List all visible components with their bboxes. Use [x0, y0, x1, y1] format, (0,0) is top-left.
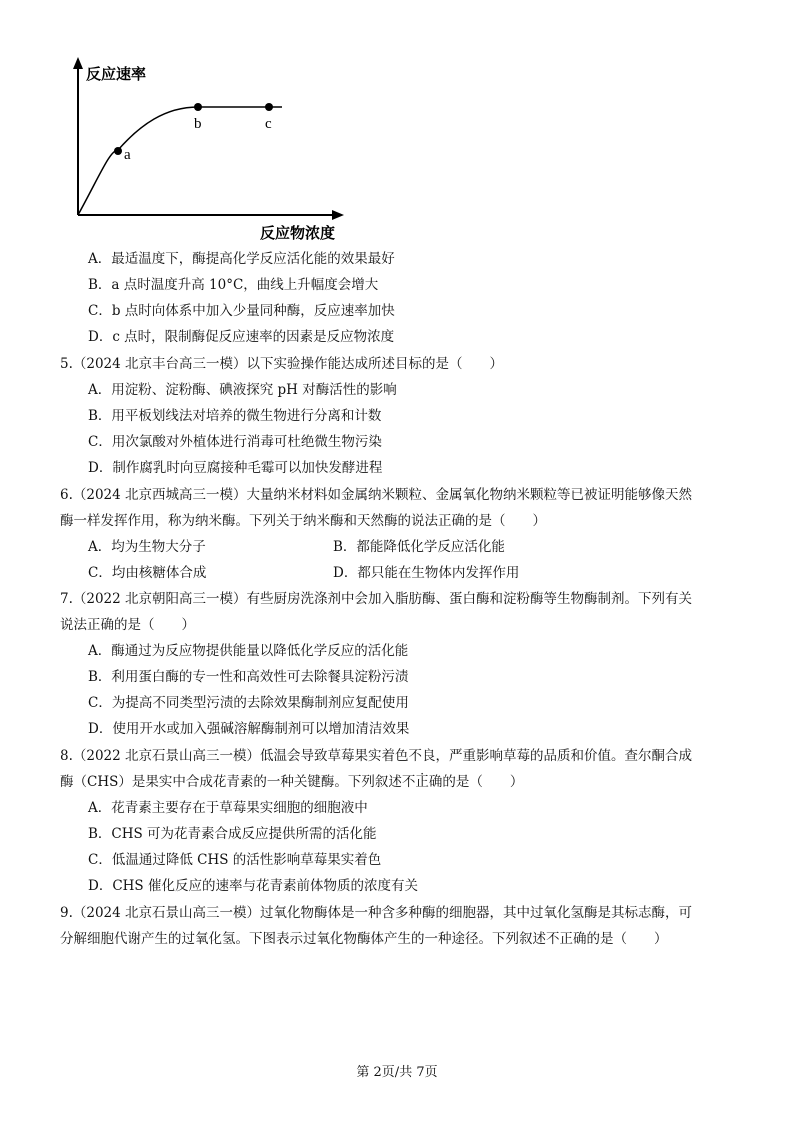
q5-option-a: A．用淀粉、淀粉酶、碘液探究 pH 对酶活性的影响 — [88, 382, 397, 398]
q9-stem-line2: 分解细胞代谢产生的过氧化氢。下图表示过氧化物酶体产生的一种途径。下列叙述不正确的是（ ） — [60, 931, 668, 947]
q5-option-c: C．用次氯酸对外植体进行消毒可杜绝微生物污染 — [88, 434, 382, 450]
point-b-label: b — [194, 116, 202, 132]
q7-stem-line1: 7.（2022 北京朝阳高三一模）有些厨房洗涤剂中会加入脂肪酶、蛋白酶和淀粉酶等生物酶制剂。下列有关 — [60, 591, 693, 607]
q8-stem-line2-pre: 酶（CHS）是果实中合成花青素的一种关键酶。下列叙述 — [60, 774, 402, 790]
page-footer: 第 2页/共 7页 — [356, 1065, 438, 1080]
point-a — [114, 147, 122, 155]
x-axis-arrow — [332, 210, 344, 220]
q7-option-d: D．使用开水或加入强碱溶解酶制剂可以增加清洁效果 — [88, 721, 410, 737]
q7-option-a: A．酶通过为反应物提供能量以降低化学反应的活化能 — [88, 643, 409, 659]
q8-option-c: C．低温通过降低 CHS 的活性影响草莓果实着色 — [88, 852, 382, 868]
q8-emphasis: 不正确 — [401, 774, 443, 790]
y-axis-label: 反应速率 — [86, 65, 147, 83]
rate-curve — [78, 107, 282, 215]
q5-option-d: D．制作腐乳时向豆腐接种毛霉可以加快发酵进程 — [88, 460, 383, 476]
q7-option-c: C．为提高不同类型污渍的去除效果酶制剂应复配使用 — [88, 695, 409, 711]
q8-option-a: A．花青素主要存在于草莓果实细胞的细胞液中 — [88, 800, 368, 816]
point-c — [265, 103, 273, 111]
x-axis-label: 反应物浓度 — [260, 224, 336, 242]
q5-option-b: B．用平板划线法对培养的微生物进行分离和计数 — [88, 408, 382, 424]
q5-stem: 5.（2024 北京丰台高三一模）以下实验操作能达成所述目标的是（ ） — [60, 356, 504, 372]
q6-stem-line1: 6.（2024 北京西城高三一模）大量纳米材料如金属纳米颗粒、金属氧化物纳米颗粒等已被证明能够像天然 — [60, 487, 693, 503]
q6-option-c: C．均由核糖体合成 — [88, 565, 207, 581]
q6-stem-line2: 酶一样发挥作用，称为纳米酶。下列关于纳米酶和天然酶的说法正确的是（ ） — [60, 513, 546, 529]
point-a-label: a — [124, 147, 131, 163]
q6-option-d: D．都只能在生物体内发挥作用 — [333, 565, 520, 581]
y-axis-arrow — [73, 57, 83, 69]
q8-option-d: D．CHS 催化反应的速率与花青素前体物质的浓度有关 — [88, 878, 418, 894]
point-c-label: c — [265, 116, 272, 132]
q8-stem-line2-post: 的是（ ） — [442, 774, 524, 790]
q8-stem-line2 — [60, 773, 523, 791]
q4-option-a: A．最适温度下，酶提高化学反应活化能的效果最好 — [88, 251, 395, 267]
point-b — [194, 103, 202, 111]
q4-option-c: C．b 点时向体系中加入少量同种酶，反应速率加快 — [88, 303, 395, 319]
q7-stem-line2: 说法正确的是（ ） — [60, 617, 195, 633]
rate-concentration-graph — [60, 55, 360, 245]
q4-option-b: B．a 点时温度升高 10°C，曲线上升幅度会增大 — [88, 277, 379, 293]
q6-option-a: A．均为生物大分子 — [88, 539, 206, 555]
q8-option-b: B．CHS 可为花青素合成反应提供所需的活化能 — [88, 826, 377, 842]
q7-option-b: B．利用蛋白酶的专一性和高效性可去除餐具淀粉污渍 — [88, 669, 409, 685]
q9-stem-line1: 9.（2024 北京石景山高三一模）过氧化物酶体是一种含多种酶的细胞器，其中过氧化氢酶是其标志酶，可 — [60, 905, 693, 921]
q8-stem-line1: 8.（2022 北京石景山高三一模）低温会导致草莓果实着色不良，严重影响草莓的品质和价值。查尔酮合成 — [60, 748, 693, 764]
q4-option-d: D．c 点时，限制酶促反应速率的因素是反应物浓度 — [88, 329, 395, 345]
q6-option-b: B．都能降低化学反应活化能 — [333, 539, 505, 555]
